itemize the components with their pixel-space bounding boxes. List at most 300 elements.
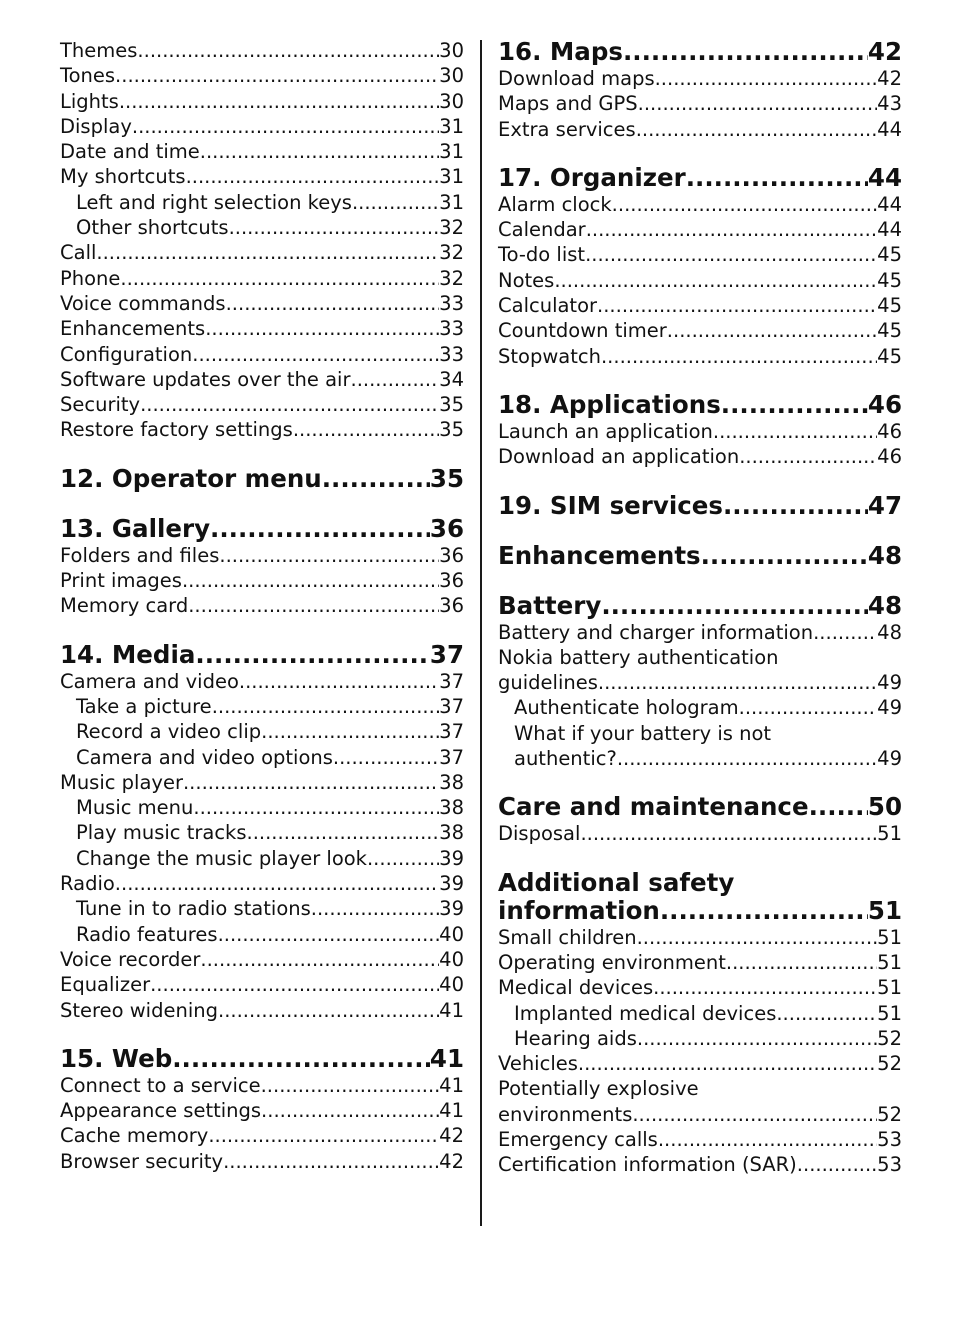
toc-title: Alarm clock (498, 192, 612, 216)
toc-page-number: 47 (867, 490, 902, 520)
toc-page-number: 31 (439, 114, 464, 138)
toc-title: Extra services (498, 117, 636, 141)
toc-title: Calculator (498, 294, 598, 318)
toc-page-number: 38 (439, 796, 464, 820)
toc-title: Left and right selection keys (76, 190, 352, 214)
toc-subentry (60, 896, 464, 921)
dot-leader (218, 922, 440, 947)
toc-page-number: 37 (439, 669, 464, 693)
toc-subentry (60, 846, 464, 871)
toc-page-number: 42 (877, 67, 902, 90)
dot-leader (623, 38, 868, 66)
toc-title: Software updates over the air (60, 367, 351, 391)
toc-title: Care and maintenance (498, 792, 809, 822)
toc-title: Maps and GPS (498, 92, 638, 116)
dot-leader (212, 694, 439, 719)
toc-title: Call (60, 241, 97, 265)
toc-page-number: 49 (877, 696, 902, 720)
toc-page-number: 35 (429, 463, 464, 493)
toc-entry (60, 1149, 464, 1174)
dot-leader (701, 542, 868, 570)
dot-leader (601, 592, 868, 620)
toc-page-number: 36 (439, 569, 464, 593)
toc-subentry (498, 1026, 902, 1051)
dot-leader (188, 593, 439, 618)
toc-page-number: 38 (439, 821, 464, 845)
toc-title: Notes (498, 268, 555, 292)
toc-chapter-heading (60, 1045, 464, 1073)
dot-leader (585, 242, 877, 267)
toc-page-number: 46 (867, 389, 902, 419)
toc-entry (60, 871, 464, 896)
toc-chapter-heading (60, 515, 464, 543)
toc-title: Operating environment (498, 950, 726, 974)
dot-leader (601, 344, 877, 369)
toc-chapter-heading-line (498, 869, 902, 897)
dot-leader (655, 66, 878, 91)
toc-page-number: 53 (877, 1128, 902, 1152)
dot-leader (120, 266, 439, 291)
toc-page-number: 45 (877, 268, 902, 292)
toc-title: Security (60, 393, 141, 417)
toc-title: What if your battery is not (514, 721, 772, 745)
toc-entry (60, 417, 464, 442)
toc-entry (60, 568, 464, 593)
dot-leader (813, 620, 877, 645)
toc-entry (60, 770, 464, 795)
toc-page-number: 45 (877, 294, 902, 318)
dot-leader (658, 1127, 877, 1152)
dot-leader (192, 342, 439, 367)
dot-leader (195, 641, 429, 669)
toc-page-number: 33 (439, 342, 464, 366)
dot-leader (580, 821, 877, 846)
dot-leader (739, 695, 878, 720)
toc-title: To-do list (498, 243, 586, 267)
toc-page-number: 32 (439, 241, 464, 265)
toc-title: guidelines (498, 671, 598, 695)
toc-page-number: 48 (867, 590, 902, 620)
toc-entry (60, 543, 464, 568)
toc-chapter-heading (498, 492, 902, 520)
toc-title: Medical devices (498, 976, 654, 1000)
toc-title: Music menu (76, 796, 194, 820)
toc-page-number: 36 (439, 543, 464, 567)
toc-subentry (498, 695, 902, 720)
dot-leader (578, 1051, 877, 1076)
toc-entry (498, 318, 902, 343)
dot-leader (247, 820, 440, 845)
toc-title: Take a picture (76, 694, 212, 718)
toc-title: 13. Gallery (60, 513, 211, 543)
dot-leader (612, 192, 878, 217)
toc-page-number: 43 (877, 92, 902, 116)
toc-page-number: 51 (877, 950, 902, 974)
toc-page-number: 41 (439, 1099, 464, 1123)
dot-leader (797, 1152, 877, 1177)
toc-subentry (60, 795, 464, 820)
dot-leader (352, 190, 439, 215)
toc-page-number: 39 (439, 872, 464, 896)
toc-page-number: 51 (877, 925, 902, 949)
toc-page-number: 41 (439, 998, 464, 1022)
dot-leader (739, 444, 877, 469)
toc-subentry (498, 1001, 902, 1026)
toc-title: environments (498, 1102, 633, 1126)
toc-page-number: 36 (429, 513, 464, 543)
toc-entry (498, 1102, 902, 1127)
dot-leader (637, 925, 878, 950)
toc-title: 17. Organizer (498, 162, 686, 192)
dot-leader (322, 465, 430, 493)
dot-leader (809, 793, 868, 821)
toc-entry (60, 947, 464, 972)
dot-leader (119, 89, 439, 114)
dot-leader (367, 846, 439, 871)
dot-leader (150, 972, 439, 997)
toc-title: 16. Maps (498, 37, 623, 66)
toc-page-number: 35 (439, 393, 464, 417)
dot-leader (554, 268, 877, 293)
toc-entry-line (498, 1076, 902, 1101)
dot-leader (660, 897, 868, 925)
toc-page-number: 51 (877, 822, 902, 846)
toc-title: Countdown timer (498, 319, 667, 343)
dot-leader (193, 795, 439, 820)
dot-leader (261, 1098, 439, 1123)
toc-chapter-heading (60, 641, 464, 669)
toc-page-number: 39 (439, 897, 464, 921)
toc-page-number: 33 (439, 317, 464, 341)
toc-title: Stereo widening (60, 998, 218, 1022)
toc-title: Nokia battery authentication (498, 645, 779, 669)
toc-page-number: 44 (877, 117, 902, 141)
toc-page-number: 37 (439, 745, 464, 769)
dot-leader (205, 316, 439, 341)
toc-title: 14. Media (60, 639, 196, 669)
toc-entry (498, 950, 902, 975)
toc-entry (498, 821, 902, 846)
toc-entry (60, 316, 464, 341)
toc-title: 15. Web (60, 1043, 173, 1073)
toc-subentry (60, 694, 464, 719)
toc-title: Music player (60, 770, 183, 794)
dot-leader (721, 391, 868, 419)
dot-leader (726, 950, 877, 975)
dot-leader (617, 746, 877, 771)
toc-title: Potentially explosive (498, 1077, 699, 1101)
toc-page-number: 37 (439, 694, 464, 718)
toc-entry (498, 344, 902, 369)
dot-leader (723, 492, 868, 520)
toc-page-number: 39 (439, 846, 464, 870)
column-divider (480, 40, 482, 1226)
toc-title: Hearing aids (514, 1026, 637, 1050)
toc-chapter-heading (498, 38, 902, 66)
toc-entry (498, 192, 902, 217)
toc-page-number: 41 (439, 1073, 464, 1097)
toc-page-number: 48 (867, 540, 902, 570)
dot-leader (132, 114, 439, 139)
toc-entry (60, 139, 464, 164)
toc-chapter-heading (498, 897, 902, 925)
toc-right-column (498, 38, 902, 1178)
toc-entry (60, 342, 464, 367)
toc-page-number: 51 (877, 1001, 902, 1025)
toc-title: Stopwatch (498, 344, 601, 368)
toc-title: Connect to a service (60, 1073, 261, 1097)
toc-page-number: 41 (429, 1043, 464, 1073)
toc-title: Small children (498, 925, 637, 949)
dot-leader (311, 896, 439, 921)
toc-title: Change the music player look (76, 846, 367, 870)
toc-title: Camera and video (60, 669, 239, 693)
toc-title: Lights (60, 89, 119, 113)
toc-entry (60, 392, 464, 417)
toc-chapter-heading (60, 465, 464, 493)
toc-page-number: 44 (877, 218, 902, 242)
dot-leader (638, 91, 878, 116)
toc-entry (498, 117, 902, 142)
toc-title: Radio (60, 872, 115, 896)
dot-leader (210, 515, 430, 543)
toc-title: Tones (60, 64, 116, 88)
dot-leader (261, 719, 439, 744)
toc-page-number: 31 (439, 190, 464, 214)
toc-title: Browser security (60, 1149, 224, 1173)
dot-leader (239, 669, 439, 694)
toc-entry (498, 419, 902, 444)
toc-title: Display (60, 114, 132, 138)
toc-chapter-heading (498, 542, 902, 570)
toc-title: 18. Applications (498, 389, 721, 419)
toc-entry (498, 444, 902, 469)
toc-title: Authenticate hologram (514, 696, 739, 720)
toc-title: Print images (60, 569, 182, 593)
toc-title: Camera and video options (76, 745, 333, 769)
toc-entry (498, 975, 902, 1000)
toc-title: Voice commands (60, 291, 226, 315)
toc-title: Implanted medical devices (514, 1001, 777, 1025)
dot-leader (140, 392, 439, 417)
toc-entry (498, 925, 902, 950)
dot-leader (183, 770, 439, 795)
toc-entry (498, 1152, 902, 1177)
dot-leader (219, 543, 439, 568)
toc-page-number: 53 (877, 1153, 902, 1177)
toc-entry (60, 63, 464, 88)
toc-title: Calendar (498, 218, 586, 242)
toc-title: Record a video clip (76, 720, 262, 744)
toc-entry (60, 164, 464, 189)
toc-entry (60, 998, 464, 1023)
toc-subentry (60, 719, 464, 744)
toc-page-number: 35 (439, 418, 464, 442)
toc-page-number: 30 (439, 39, 464, 62)
toc-title: Play music tracks (76, 821, 247, 845)
toc-page-number: 50 (867, 792, 902, 822)
toc-page-number: 30 (439, 89, 464, 113)
toc-page-number: 40 (439, 922, 464, 946)
toc-title: Folders and files (60, 543, 220, 567)
toc-page-number: 37 (439, 720, 464, 744)
toc-title: Memory card (60, 594, 189, 618)
toc-entry (60, 593, 464, 618)
toc-title: Certification information (SAR) (498, 1153, 797, 1177)
toc-entry (498, 670, 902, 695)
toc-page-number: 52 (877, 1026, 902, 1050)
dot-leader (351, 367, 440, 392)
toc-page-number: 44 (877, 192, 902, 216)
toc-page-number: 31 (439, 140, 464, 164)
toc-page-number: 49 (877, 747, 902, 771)
toc-title: 12. Operator menu (60, 463, 322, 493)
toc-page-number: 46 (877, 445, 902, 469)
toc-page-number: 52 (877, 1052, 902, 1076)
toc-page-number: 45 (877, 243, 902, 267)
toc-title: Restore factory settings (60, 418, 293, 442)
toc-page-number: 33 (439, 291, 464, 315)
toc-title: Tune in to radio stations (76, 897, 311, 921)
toc-page-number: 32 (439, 266, 464, 290)
toc-entry (60, 669, 464, 694)
dot-leader (776, 1001, 877, 1026)
toc-subentry-line (498, 721, 902, 746)
toc-title: Configuration (60, 342, 193, 366)
dot-leader (653, 975, 877, 1000)
toc-entry (498, 268, 902, 293)
toc-page-number: 42 (867, 37, 902, 66)
toc-page-number: 40 (439, 973, 464, 997)
toc-page-number: 51 (867, 895, 902, 925)
toc-subentry (60, 745, 464, 770)
toc-subentry (60, 215, 464, 240)
toc-title: Phone (60, 266, 121, 290)
toc-page-number: 49 (877, 671, 902, 695)
dot-leader (218, 998, 439, 1023)
dot-leader (598, 670, 877, 695)
toc-title: Voice recorder (60, 947, 201, 971)
toc-entry (60, 291, 464, 316)
toc-title: Other shortcuts (76, 216, 229, 240)
toc-subentry (60, 820, 464, 845)
toc-entry (498, 1051, 902, 1076)
toc-chapter-heading (498, 793, 902, 821)
toc-chapter-heading (498, 592, 902, 620)
toc-left-column (60, 38, 464, 1174)
dot-leader (186, 164, 440, 189)
toc-page-number: 38 (439, 770, 464, 794)
toc-entry (60, 1073, 464, 1098)
toc-subentry (60, 190, 464, 215)
dot-leader (637, 1026, 877, 1051)
toc-chapter-heading (498, 164, 902, 192)
toc-entry-line (498, 645, 902, 670)
toc-title: Date and time (60, 140, 200, 164)
toc-page-number: 31 (439, 165, 464, 189)
toc-entry (498, 242, 902, 267)
toc-entry (60, 89, 464, 114)
toc-entry (60, 1098, 464, 1123)
dot-leader (182, 568, 439, 593)
dot-leader (115, 63, 439, 88)
toc-title: Emergency calls (498, 1128, 658, 1152)
toc-entry (60, 114, 464, 139)
toc-title: Radio features (76, 922, 218, 946)
toc-page-number: 51 (877, 976, 902, 1000)
toc-page-number: 46 (877, 419, 902, 443)
dot-leader (667, 318, 877, 343)
toc-page-number: 42 (439, 1124, 464, 1148)
toc-page-number: 34 (439, 367, 464, 391)
dot-leader (597, 293, 877, 318)
dot-leader (261, 1073, 440, 1098)
toc-title: My shortcuts (60, 165, 186, 189)
dot-leader (208, 1123, 439, 1148)
dot-leader (137, 38, 439, 63)
toc-entry (498, 217, 902, 242)
toc-page-number: 52 (877, 1102, 902, 1126)
toc-title: Vehicles (498, 1052, 578, 1076)
toc-title: Battery (498, 590, 602, 620)
toc-page-number: 45 (877, 319, 902, 343)
toc-page-number: 48 (877, 620, 902, 644)
dot-leader (686, 164, 868, 192)
toc-title: Equalizer (60, 973, 151, 997)
toc-page-number: 37 (429, 639, 464, 669)
toc-entry (60, 1123, 464, 1148)
toc-title: Themes (60, 39, 138, 62)
dot-leader (293, 417, 439, 442)
dot-leader (200, 139, 439, 164)
toc-title: information (498, 895, 660, 925)
toc-entry (60, 240, 464, 265)
toc-page-number: 40 (439, 947, 464, 971)
toc-page-number: 32 (439, 216, 464, 240)
dot-leader (586, 217, 877, 242)
toc-title: authentic? (514, 747, 617, 771)
toc-page-number: 36 (439, 594, 464, 618)
toc-entry (498, 91, 902, 116)
toc-title: Download maps (498, 67, 655, 90)
toc-title: Cache memory (60, 1124, 209, 1148)
toc-title: 19. SIM services (498, 490, 723, 520)
toc-entry (60, 972, 464, 997)
toc-entry (498, 66, 902, 91)
dot-leader (96, 240, 439, 265)
toc-entry (498, 620, 902, 645)
toc-entry (498, 293, 902, 318)
toc-chapter-heading (498, 391, 902, 419)
toc-title: Enhancements (60, 317, 206, 341)
toc-subentry (498, 746, 902, 771)
dot-leader (172, 1045, 430, 1073)
dot-leader (223, 1149, 439, 1174)
toc-title: Launch an application (498, 419, 713, 443)
toc-page-number: 30 (439, 64, 464, 88)
toc-subentry (60, 922, 464, 947)
toc-title: Download an application (498, 445, 740, 469)
toc-page-number: 44 (867, 162, 902, 192)
toc-entry (498, 1127, 902, 1152)
toc-page-number: 42 (439, 1149, 464, 1173)
toc-title: Disposal (498, 822, 581, 846)
toc-title: Battery and charger information (498, 620, 814, 644)
toc-entry (60, 266, 464, 291)
toc-entry (60, 38, 464, 63)
toc-title: Additional safety (498, 867, 735, 897)
dot-leader (632, 1102, 877, 1127)
